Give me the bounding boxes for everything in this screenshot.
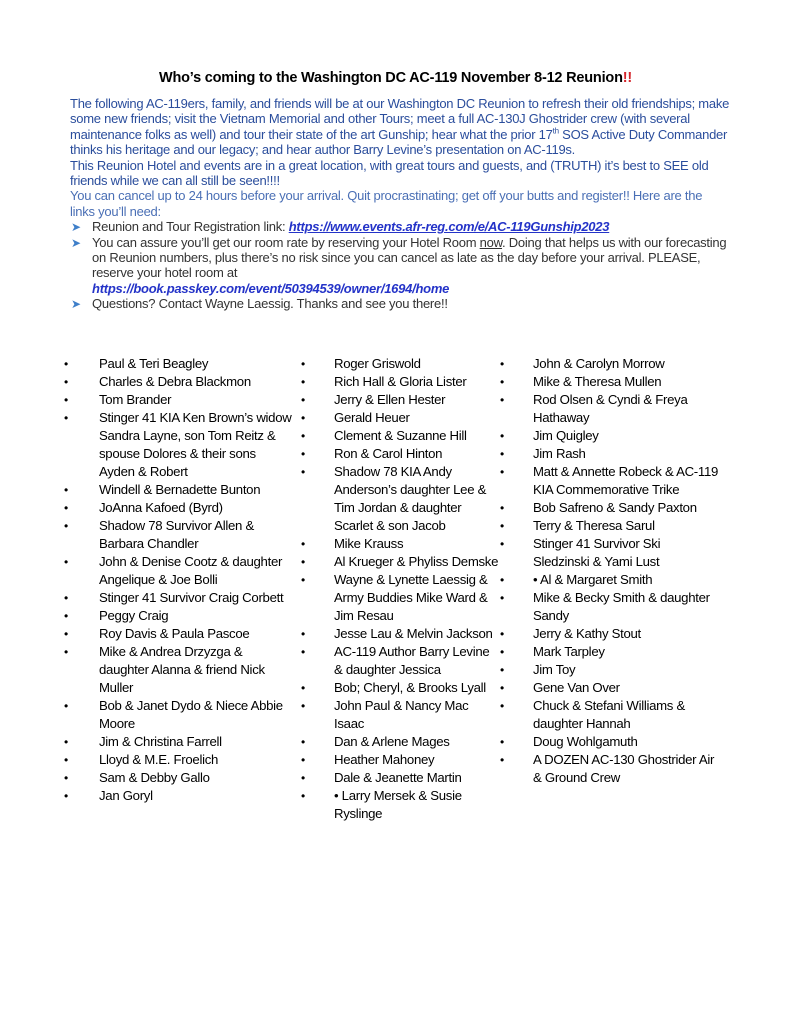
bullet-icon: • [64,771,68,785]
questions-item [70,296,730,311]
bullet-icon: • [301,789,305,803]
attendee-list-1 [62,355,292,805]
bullet-icon: • [500,447,504,461]
bullet-icon: • [64,519,68,533]
bullet-icon: • [500,663,504,677]
attendee-item [498,625,718,643]
attendee-item [498,697,718,733]
attendee-item [62,751,292,769]
attendee-name: Gerald Heuer [334,410,410,425]
bullet-icon: • [301,411,305,425]
attendee-item [299,391,499,409]
attendee-name: Jesse Lau & Melvin Jackson [334,626,493,641]
registration-item [70,219,730,234]
attendee-name: Stinger 41 KIA Ken Brown’s widow Sandra Layne, son Tom Reitz & spouse Dolores & their sons Ayden & Robert [99,410,292,479]
attendee-name: A DOZEN AC-130 Ghostrider Air & Ground Crew [533,752,715,785]
attendee-item [299,787,499,823]
bullet-icon: • [64,375,68,389]
attendee-item [299,769,499,787]
hotel-item [70,235,730,297]
attendee-name: Clement & Suzanne Hill [334,428,467,443]
attendee-name: Shadow 78 Survivor Allen & Barbara Chandler [99,518,254,551]
attendee-item [299,355,499,373]
attendee-name: John Paul & Nancy Mac Isaac [334,698,469,731]
bullet-icon: • [500,465,504,479]
bullet-icon: • [500,681,504,695]
bullet-icon: • [64,555,68,569]
attendee-item [498,517,718,535]
attendee-item [299,445,499,463]
attendee-name: Dale & Jeanette Martin [334,770,462,785]
attendee-name: Chuck & Stefani Williams & daughter Hannah [533,698,685,731]
hotel-text-now: now [479,234,503,250]
bullet-icon: • [500,519,504,533]
attendee-item [62,769,292,787]
attendee-name: Charles & Debra Blackmon [99,374,251,389]
bullet-icon: • [64,753,68,767]
bullet-icon: • [301,735,305,749]
attendee-name: Lloyd & M.E. Froelich [99,752,219,767]
bullet-icon: • [500,501,504,515]
bullet-icon: • [64,627,68,641]
bullet-icon: • [301,555,305,569]
attendee-name: Terry & Theresa Sarul [533,518,655,533]
hotel-link[interactable]: https://book.passkey.com/event/50394539/owner/1694/home [92,280,450,296]
attendee-name: Jerry & Kathy Stout [533,626,641,641]
attendee-item [299,373,499,391]
attendee-name: Peggy Craig [99,608,169,623]
attendee-column-3 [498,355,718,787]
attendee-item [299,427,499,445]
attendee-item [299,733,499,751]
attendee-item [62,499,292,517]
attendee-item [498,445,718,463]
attendee-item [498,373,718,391]
attendee-item [299,751,499,769]
bullet-icon: • [301,681,305,695]
registration-label: Reunion and Tour Registration link: [92,219,289,235]
attendee-item [299,463,499,535]
bullet-icon: • [301,627,305,641]
attendee-item [62,517,292,553]
attendee-name: Al Krueger & Phyliss Demske [334,554,499,569]
attendee-item [498,427,718,445]
attendee-name: Roy Davis & Paula Pascoe [99,626,250,641]
attendee-name: Mike & Becky Smith & daughter Sandy [533,590,710,623]
attendee-name: • Al & Margaret Smith [533,572,653,587]
attendee-item [498,643,718,661]
bullet-icon: • [64,411,68,425]
attendee-name: Rod Olsen & Cyndi & Freya Hathaway [533,392,688,425]
attendee-item [299,697,499,733]
bullet-icon: • [64,501,68,515]
bullet-icon: • [301,465,305,479]
bullet-icon: • [500,393,504,407]
attendee-list-2 [299,355,499,823]
bullet-icon: • [500,735,504,749]
bullet-icon: • [301,573,305,587]
attendee-name: Jim Toy [533,662,576,677]
bullet-icon: • [301,645,305,659]
attendee-item [498,355,718,373]
bullet-icon: • [64,735,68,749]
registration-link[interactable]: https://www.events.afr-reg.com/e/AC-119Gunship2023 [288,219,610,235]
bullet-icon: • [301,771,305,785]
bullet-icon: • [64,699,68,713]
attendee-item [299,535,499,553]
attendee-name: Mike Krauss [334,536,404,551]
attendee-item [62,589,292,607]
attendee-name: Mike & Theresa Mullen [533,374,662,389]
attendee-name: Bob & Janet Dydo & Niece Abbie Moore [99,698,283,731]
intro-p1-text-a: The following AC-119ers, family, and friends will be at our Washington DC Reunion to refresh their old friendships; make some new friends; visit the Vietnam Memorial and other Tours; meet a full AC-130J Ghostrider crew (with several maintenance folks as well) and tour their state of the art Gunship; hear what the prior 17 [70,96,730,142]
attendee-name: Bob; Cheryl, & Brooks Lyall [334,680,486,695]
attendee-name: Shadow 78 KIA Andy Anderson’s daughter Lee & Tim Jordan & daughter Scarlet & son Jacob [334,464,487,533]
attendee-name: Jerry & Ellen Hester [334,392,446,407]
attendee-item [62,355,292,373]
attendee-name: Dan & Arlene Mages [334,734,450,749]
bullet-icon: • [500,573,504,587]
attendee-list-3 [498,355,718,787]
attendee-name: John & Denise Cootz & daughter Angelique & Joe Bolli [99,554,283,587]
attendee-name: Doug Wohlgamuth [533,734,638,749]
attendee-item [62,373,292,391]
bullet-icon: • [64,357,68,371]
attendee-item [498,733,718,751]
attendee-item [62,787,292,805]
attendee-name: Heather Mahoney [334,752,435,767]
attendee-name: JoAnna Kafoed (Byrd) [99,500,223,515]
attendee-item [299,643,499,679]
bullet-icon: • [301,357,305,371]
intro-paragraph-3: You can cancel up to 24 hours before your arrival. Quit procrastinating; get off your butts and register!! Here are the links you’ll need: [70,188,703,219]
attendee-item [498,391,718,427]
intro-paragraph-1 [70,96,730,158]
bullet-icon: • [64,483,68,497]
attendee-name: Stinger 41 Survivor Ski Sledzinski & Yami Lust [533,536,661,569]
bullet-icon: • [301,447,305,461]
bullet-icon: • [301,375,305,389]
hotel-text-a: You can assure you’ll get our room rate by reserving your Hotel Room [92,234,480,250]
attendee-item [498,571,718,589]
arrow-icon: ➤ [71,220,81,235]
intro-p1-text-b: SOS Active Duty Commander thinks his heritage and our legacy; and hear author Barry Levine’s presentation on AC-119s. [70,126,728,158]
attendee-item [62,391,292,409]
attendee-item [498,463,718,499]
page-title [0,70,791,86]
attendee-item [62,643,292,697]
attendee-item [62,607,292,625]
title-emphasis: !! [622,70,632,86]
attendee-name: Wayne & Lynette Laessig & Army Buddies Mike Ward & Jim Resau [334,572,488,623]
bullet-icon: • [500,645,504,659]
bullet-icon: • [64,789,68,803]
attendee-name: • Larry Mersek & Susie Ryslinge [334,788,462,821]
attendee-name: Paul & Teri Beagley [99,356,209,371]
bullet-icon: • [500,429,504,443]
bullet-icon: • [500,375,504,389]
attendee-name: Tom Brander [99,392,172,407]
attendee-name: Stinger 41 Survivor Craig Corbett [99,590,284,605]
attendee-item [62,481,292,499]
attendee-item [62,733,292,751]
attendee-item [299,571,499,625]
bullet-icon: • [64,645,68,659]
attendee-name: Matt & Annette Robeck & AC-119 KIA Commemorative Trike [533,464,719,497]
links-list [70,219,730,311]
attendee-item [498,535,718,571]
bullet-icon: • [64,609,68,623]
attendee-name: Jan Goryl [99,788,153,803]
hotel-text-b: . Doing that helps us with our forecasting on Reunion numbers, plus there’s no risk since you can cancel as late as the day before your arrival. PLEASE, reserve your hotel room at [92,234,727,281]
attendee-item [62,409,292,481]
attendee-name: Rich Hall & Gloria Lister [334,374,467,389]
attendee-item [62,625,292,643]
attendee-name: Mike & Andrea Drzyzga & daughter Alanna & friend Nick Muller [99,644,265,695]
bullet-icon: • [301,699,305,713]
attendee-item [498,661,718,679]
attendee-item [498,589,718,625]
attendee-name: Windell & Bernadette Bunton [99,482,261,497]
attendee-item [299,553,499,571]
arrow-icon: ➤ [71,235,81,250]
attendee-item [498,751,718,787]
bullet-icon: • [500,699,504,713]
attendee-item [299,409,499,427]
attendee-item [299,625,499,643]
attendee-item [62,553,292,589]
bullet-icon: • [500,753,504,767]
attendee-name: Ron & Carol Hinton [334,446,443,461]
attendee-name: Jim & Christina Farrell [99,734,222,749]
attendee-column-1 [62,355,292,805]
attendee-item [498,679,718,697]
intro-paragraph-2: This Reunion Hotel and events are in a great location, with great tours and guests, and (TRUTH) it’s best to SEE old friends while we can all still be seen!!!! [70,157,709,189]
bullet-icon: • [301,753,305,767]
attendee-name: Bob Safreno & Sandy Paxton [533,500,697,515]
attendee-item [62,697,292,733]
attendee-name: AC-119 Author Barry Levine & daughter Jessica [334,644,490,677]
intro-section [70,96,730,312]
attendee-item [299,679,499,697]
arrow-icon: ➤ [71,297,81,312]
attendee-name: Roger Griswold [334,356,421,371]
attendee-name: Jim Quigley [533,428,599,443]
attendee-name: Mark Tarpley [533,644,605,659]
attendee-item [498,499,718,517]
bullet-icon: • [301,429,305,443]
bullet-icon: • [64,591,68,605]
bullet-icon: • [301,393,305,407]
attendee-name: Gene Van Over [533,680,620,695]
bullet-icon: • [64,393,68,407]
title-text: Who’s coming to the Washington DC AC-119 November 8-12 Reunion [159,70,623,86]
bullet-icon: • [500,537,504,551]
attendee-name: Sam & Debby Gallo [99,770,210,785]
bullet-icon: • [301,537,305,551]
attendee-column-2 [299,355,499,823]
bullet-icon: • [500,357,504,371]
questions-text: Questions? Contact Wayne Laessig. Thanks and see you there!! [92,296,448,312]
attendee-name: John & Carolyn Morrow [533,356,665,371]
attendee-name: Jim Rash [533,446,586,461]
intro-p1-superscript: th [552,126,559,136]
bullet-icon: • [500,627,504,641]
bullet-icon: • [500,591,504,605]
